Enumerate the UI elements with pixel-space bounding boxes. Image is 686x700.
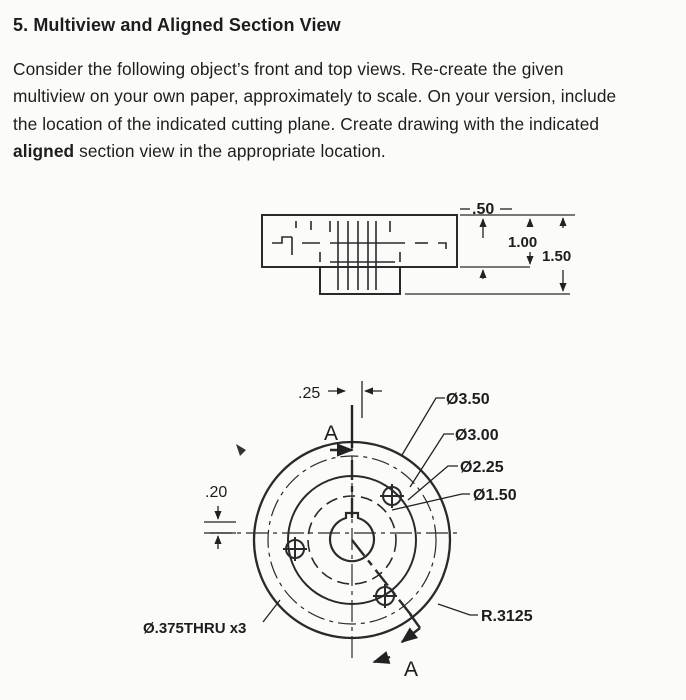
question-title: 5. Multiview and Aligned Section View	[13, 15, 341, 35]
pointer-mark	[236, 444, 246, 456]
dim-flange-thickness-label: .50	[472, 201, 495, 218]
instructions-line-4-rest: section view in the appropriate location.	[74, 140, 386, 161]
instructions-line-1: Consider the following object’s front and top views. Re-create the given	[13, 59, 564, 79]
top-view-centerlines	[210, 420, 460, 660]
cutting-plane-label-bottom: A	[404, 658, 419, 681]
dim-hub-height-label: 1.00	[508, 234, 538, 251]
front-view-hub	[320, 267, 400, 294]
front-view-hidden-lines	[272, 221, 446, 290]
bold-word-aligned: aligned	[13, 140, 75, 161]
dim-outer-diameter: Ø3.50	[446, 391, 490, 408]
dim-bolt-circle: Ø3.00	[455, 427, 499, 444]
dim-flange-thickness	[460, 209, 512, 279]
front-view	[262, 215, 575, 294]
dim-total-height-label: 1.50	[542, 248, 572, 265]
dim-holes: Ø.375THRU x3	[143, 620, 247, 637]
instructions-line-3: the location of the indicated cutting plane. Create drawing with the indicated	[13, 113, 600, 134]
dim-radius: R.3125	[481, 608, 533, 625]
dim-keyway	[204, 506, 236, 549]
dim-offset-label: .25	[298, 385, 321, 402]
cutting-plane-label-top: A	[324, 422, 339, 445]
dim-bore-diameter: Ø1.50	[473, 487, 517, 504]
dim-keyway-label: .20	[205, 484, 228, 501]
instructions-line-2: multiview on your own paper, approximately to scale. On your version, include	[13, 86, 617, 107]
dim-offset	[328, 381, 382, 418]
dim-hub-diameter: Ø2.25	[460, 459, 504, 476]
